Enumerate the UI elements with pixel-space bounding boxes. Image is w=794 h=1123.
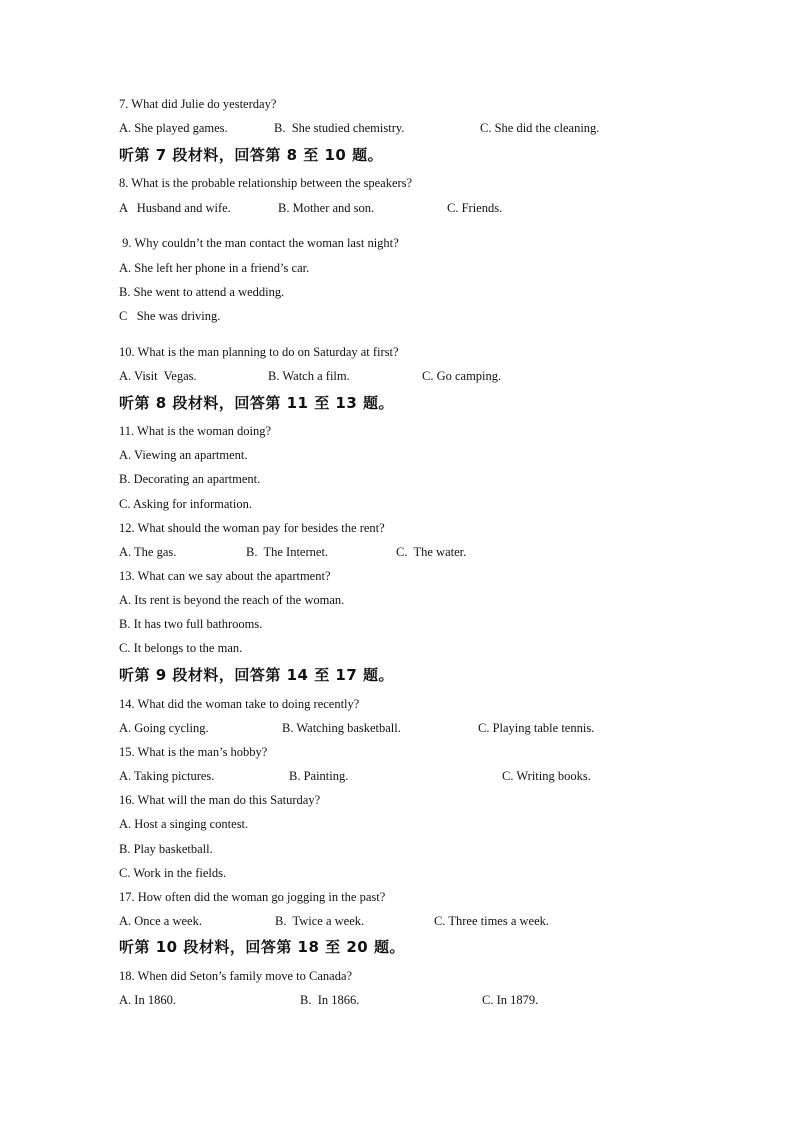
question-15-option-b: B. Painting. [289, 769, 349, 783]
question-11-stem: 11. What is the woman doing? [119, 424, 272, 438]
question-9-option-b: B. She went to attend a wedding. [119, 285, 285, 299]
question-12-option-a: A. The gas. [119, 545, 177, 559]
question-10-option-a: A. Visit Vegas. [119, 369, 197, 383]
question-15-option-c: C. Writing books. [502, 769, 591, 783]
question-11-option-c: C. Asking for information. [119, 497, 252, 511]
question-10-option-b: B. Watch a film. [268, 369, 350, 383]
question-7-option-b: B. She studied chemistry. [274, 121, 405, 135]
section-heading-7: 听第 7 段材料，回答第 8 至 10 题。 [119, 146, 384, 164]
question-15-option-a: A. Taking pictures. [119, 769, 215, 783]
question-18-stem: 18. When did Seton’s family move to Canada? [119, 969, 353, 983]
question-18-option-a: A. In 1860. [119, 993, 176, 1007]
question-16-option-c: C. Work in the fields. [119, 866, 227, 880]
question-14-option-a: A. Going cycling. [119, 721, 209, 735]
question-16-option-b: B. Play basketball. [119, 842, 213, 856]
question-17-option-a: A. Once a week. [119, 914, 202, 928]
question-9-option-c: C She was driving. [119, 309, 221, 323]
question-17-stem: 17. How often did the woman go jogging in the past? [119, 890, 386, 904]
question-10-option-c: C. Go camping. [422, 369, 502, 383]
question-14-stem: 14. What did the woman take to doing recently? [119, 697, 360, 711]
question-13-option-c: C. It belongs to the man. [119, 641, 243, 655]
question-12-option-b: B. The Internet. [246, 545, 329, 559]
question-17-option-b: B. Twice a week. [275, 914, 365, 928]
question-16-stem: 16. What will the man do this Saturday? [119, 793, 321, 807]
question-11-option-b: B. Decorating an apartment. [119, 472, 261, 486]
question-9-stem: 9. Why couldn’t the man contact the woman last night? [119, 236, 399, 250]
question-8-stem: 8. What is the probable relationship between the speakers? [119, 176, 413, 190]
question-8-option-b: B. Mother and son. [278, 201, 375, 215]
question-17-option-c: C. Three times a week. [434, 914, 550, 928]
question-10-stem: 10. What is the man planning to do on Saturday at first? [119, 345, 399, 359]
question-13-stem: 13. What can we say about the apartment? [119, 569, 331, 583]
question-9-option-a: A. She left her phone in a friend’s car. [119, 261, 310, 275]
question-18-option-c: C. In 1879. [482, 993, 539, 1007]
question-7-option-c: C. She did the cleaning. [480, 121, 600, 135]
question-16-option-a: A. Host a singing contest. [119, 817, 249, 831]
question-7-stem: 7. What did Julie do yesterday? [119, 97, 277, 111]
question-7-option-a: A. She played games. [119, 121, 228, 135]
question-13-option-b: B. It has two full bathrooms. [119, 617, 263, 631]
question-15-stem: 15. What is the man’s hobby? [119, 745, 268, 759]
section-heading-9: 听第 9 段材料，回答第 14 至 17 题。 [119, 666, 395, 684]
section-heading-10: 听第 10 段材料，回答第 18 至 20 题。 [119, 938, 405, 956]
question-8-option-a: A Husband and wife. [119, 201, 231, 215]
question-12-stem: 12. What should the woman pay for besides the rent? [119, 521, 385, 535]
question-14-option-b: B. Watching basketball. [282, 721, 401, 735]
question-14-option-c: C. Playing table tennis. [478, 721, 595, 735]
question-8-option-c: C. Friends. [447, 201, 503, 215]
question-18-option-b: B. In 1866. [300, 993, 360, 1007]
question-11-option-a: A. Viewing an apartment. [119, 448, 248, 462]
question-12-option-c: C. The water. [396, 545, 467, 559]
section-heading-8: 听第 8 段材料，回答第 11 至 13 题。 [119, 394, 395, 412]
question-13-option-a: A. Its rent is beyond the reach of the woman. [119, 593, 345, 607]
